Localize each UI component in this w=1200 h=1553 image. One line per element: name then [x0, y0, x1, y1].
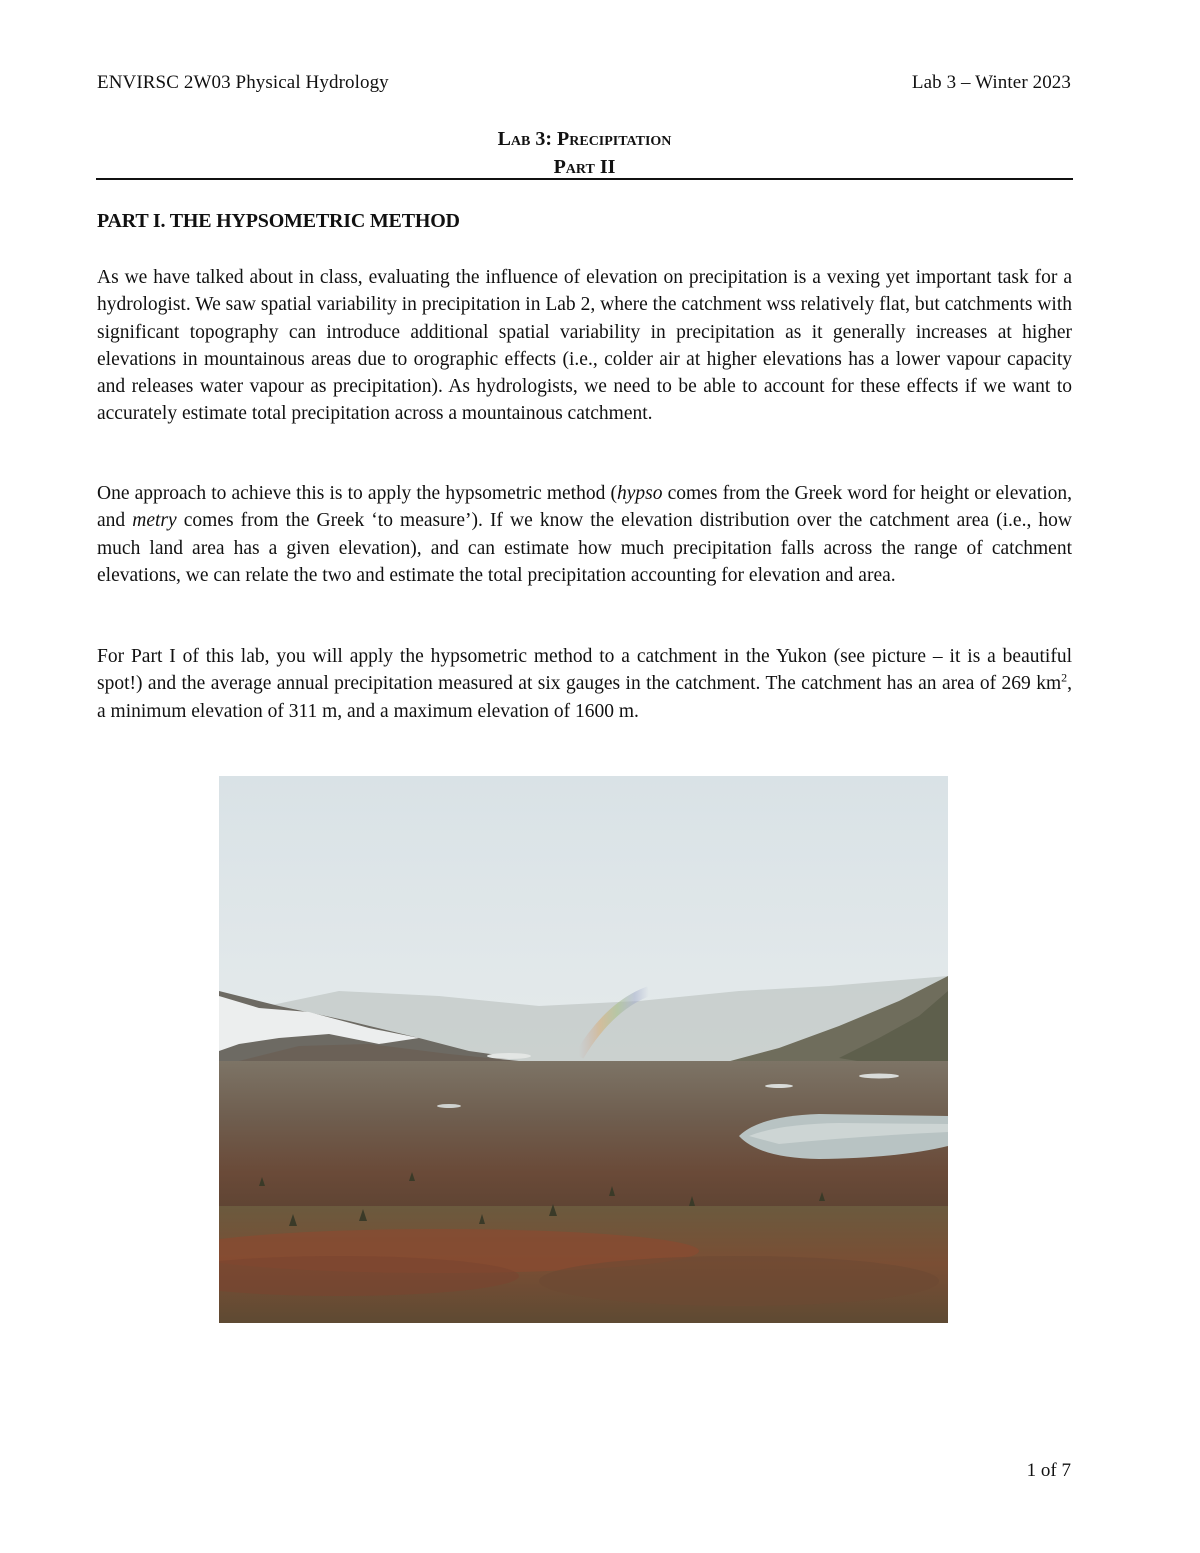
- page-number: 1 of 7: [1026, 1460, 1071, 1481]
- paragraph-approach: [97, 480, 1072, 589]
- header-course: ENVIRSC 2W03 Physical Hydrology: [97, 72, 389, 93]
- paragraph-approach-text-a: One approach to achieve this is to apply the hypsometric method (: [97, 483, 617, 504]
- paragraph-approach-text-b: comes from the Greek word for height or elevation, and: [97, 483, 1072, 532]
- paragraph-part-one-text-a: For Part I of this lab, you will apply the hypsometric method to a catchment in the Yukon (see picture – it is a beautiful spot!) and the average annual precipitation measured at six gauges in the catchment. The catchment has an area of 269 km: [97, 646, 1072, 695]
- paragraph-approach-text-c: comes from the Greek ‘to measure’). If we know the elevation distribution over the catchment area (i.e., how much land area has a given elevation), and can estimate how much precipitation falls across the range of catchment elevations, we can relate the two and estimate the total precipitation accounting for elevation and area.: [97, 510, 1073, 586]
- term-hypso: hypso: [616, 483, 663, 504]
- lab-title-line2: Part II: [553, 156, 616, 178]
- paragraph-part-one-text-b: , a minimum elevation of 311 m, and a maximum elevation of 1600 m.: [97, 673, 1072, 722]
- term-metry: metry: [132, 510, 177, 532]
- paragraph-intro: As we have talked about in class, evaluating the influence of elevation on precipitation is a vexing yet important task for a hydrologist. We saw spatial variability in precipitation in Lab 2, where the catchment wss relatively flat, but catchments with significant topography can introduce additional spatial variability in precipitation as it generally increases at higher elevations in mountainous areas due to orographic effects (i.e., colder air at higher elevations has a lower vapour capacity and releases water vapour as precipitation). As hydrologists, we need to be able to account for these effects if we want to accurately estimate total precipitation across a mountainous catchment.: [97, 267, 1072, 425]
- superscript-two: 2: [1061, 670, 1068, 685]
- yukon-landscape-photo: [219, 776, 948, 1323]
- lab-title-line1: Lab 3: Precipitation: [497, 128, 672, 150]
- header-lab-term: Lab 3 – Winter 2023: [911, 72, 1071, 93]
- paragraph-part-one: [97, 643, 1072, 725]
- lab-title: [96, 125, 1073, 181]
- title-divider: [96, 178, 1073, 180]
- section-heading: PART I. THE HYPSOMETRIC METHOD: [97, 210, 460, 232]
